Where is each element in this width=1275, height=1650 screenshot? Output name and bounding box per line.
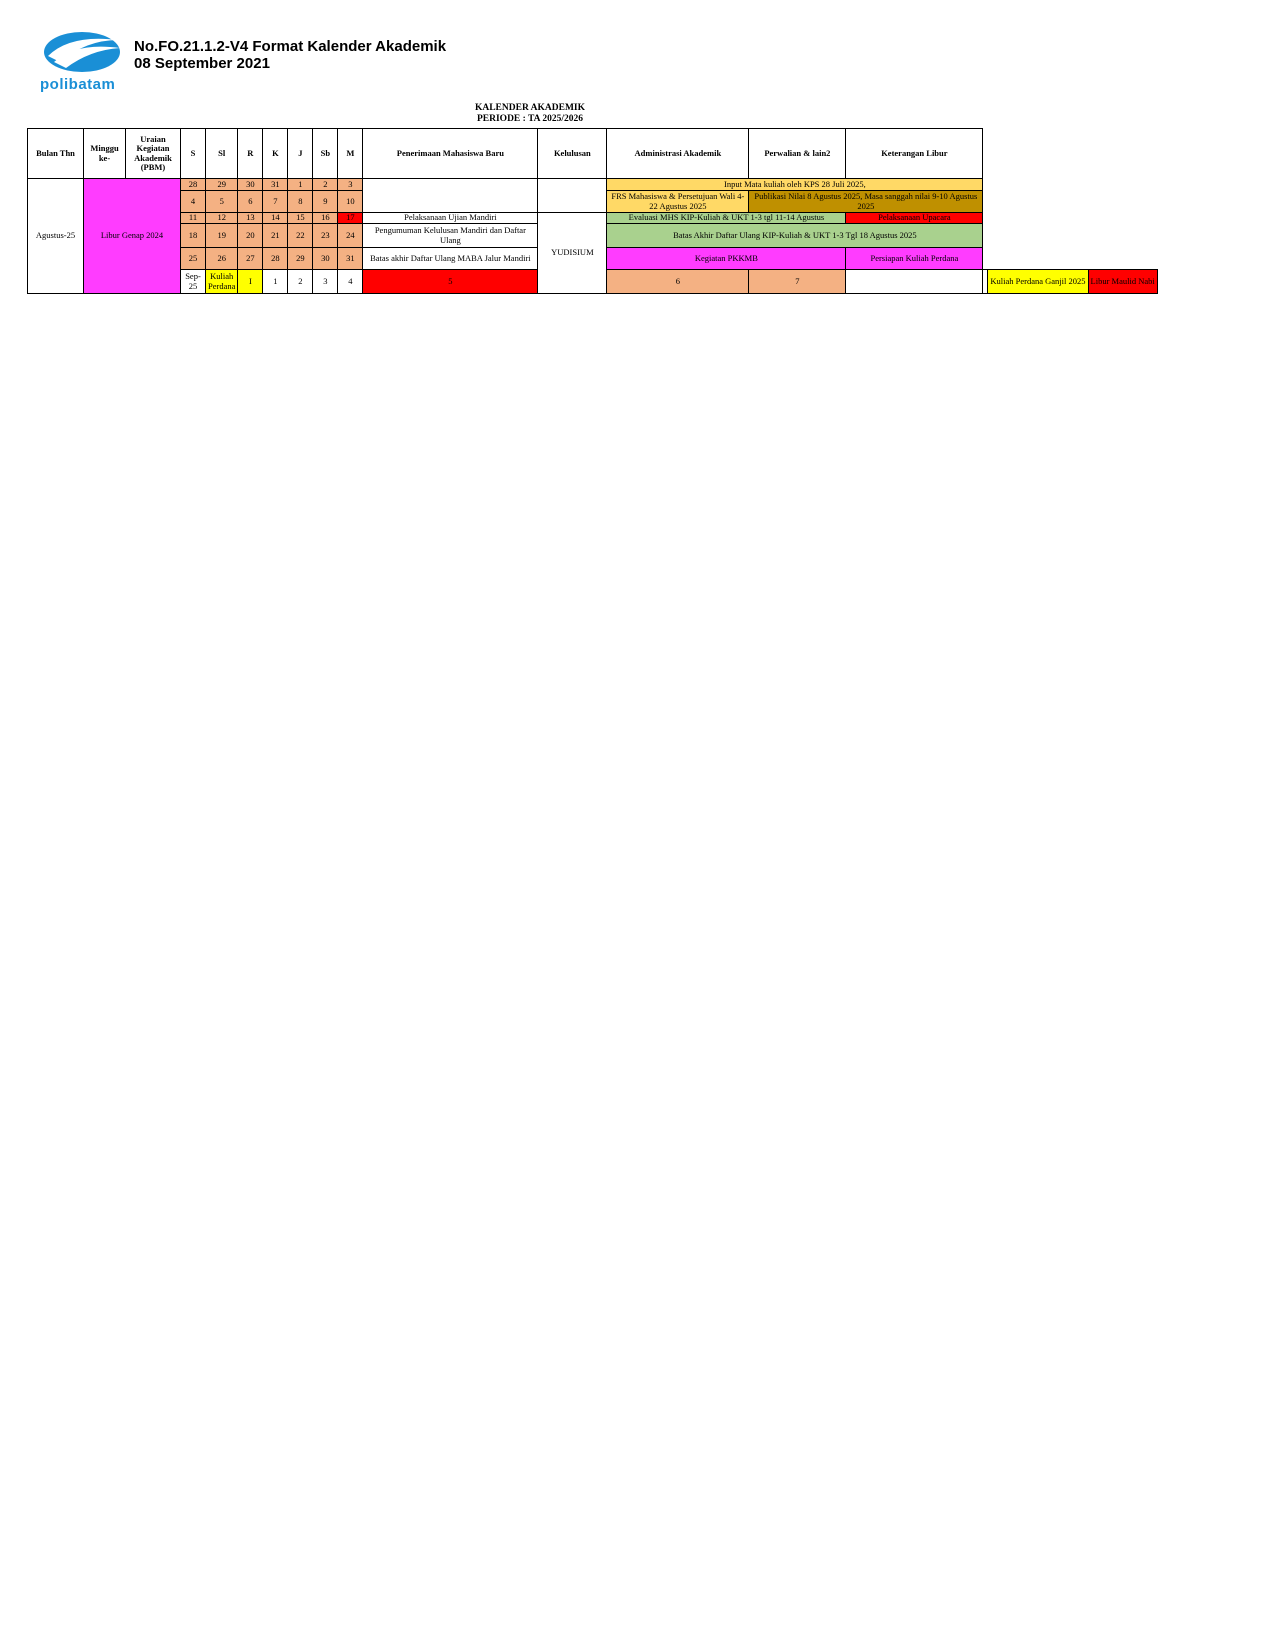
- col-header: S: [181, 129, 206, 179]
- table-cell: Sep-25: [181, 270, 206, 294]
- table-cell: FRS Mahasiswa & Persetujuan Wali 4-22 Agustus 2025: [607, 191, 749, 213]
- table-cell: 6: [607, 270, 749, 294]
- table-cell: 5: [206, 191, 238, 213]
- table-cell: Kegiatan PKKMB: [607, 248, 846, 270]
- form-code: No.FO.21.1.2-V4 Format Kalender Akademik: [134, 38, 447, 55]
- col-header: K: [263, 129, 288, 179]
- calendar-period: PERIODE : TA 2025/2026: [476, 114, 583, 124]
- col-header: Sb: [313, 129, 338, 179]
- table-cell: 24: [338, 224, 363, 248]
- table-cell: 12: [206, 213, 238, 224]
- table-cell: 28: [181, 179, 206, 191]
- document-header: [0, 0, 1275, 124]
- table-cell: 29: [206, 179, 238, 191]
- table-cell: Persiapan Kuliah Perdana: [846, 248, 983, 270]
- col-header: Keterangan Libur: [846, 129, 983, 179]
- table-cell: 27: [238, 248, 263, 270]
- col-header: Bulan Thn: [28, 129, 84, 179]
- table-cell: 31: [338, 248, 363, 270]
- table-cell: [846, 270, 983, 294]
- table-cell: 11: [181, 213, 206, 224]
- table-cell: 29: [288, 248, 313, 270]
- table-cell: Input Mata kuliah oleh KPS 28 Juli 2025,: [607, 179, 983, 191]
- table-cell: 3: [313, 270, 338, 294]
- academic-calendar: [27, 128, 1158, 294]
- table-cell: 7: [749, 270, 846, 294]
- table-cell: Publikasi Nilai 8 Agustus 2025, Masa sanggah nilai 9-10 Agustus 2025: [749, 191, 983, 213]
- logo-text: polibatam: [40, 76, 116, 93]
- table-cell: 21: [263, 224, 288, 248]
- table-cell: 1: [263, 270, 288, 294]
- table-cell: Libur Maulid Nabi: [1088, 270, 1157, 294]
- calendar-body: [28, 179, 1158, 294]
- calendar-title: [420, 103, 640, 125]
- table-cell: Evaluasi MHS KIP-Kuliah & UKT 1-3 tgl 11-14 Agustus: [607, 213, 846, 224]
- table-cell: 30: [238, 179, 263, 191]
- col-header: Administrasi Akademik: [607, 129, 749, 179]
- table-cell: I: [238, 270, 263, 294]
- header-row: [28, 129, 1158, 179]
- table-cell: 31: [263, 179, 288, 191]
- table-cell: 7: [263, 191, 288, 213]
- col-header: R: [238, 129, 263, 179]
- table-cell: 4: [181, 191, 206, 213]
- table-cell: Pengumuman Kelulusan Mandiri dan Daftar Ulang: [363, 224, 538, 248]
- table-cell: 2: [288, 270, 313, 294]
- table-cell: 8: [288, 191, 313, 213]
- calendar-heading: KALENDER AKADEMIK: [474, 103, 586, 113]
- table-cell: 19: [206, 224, 238, 248]
- col-header: Uraian Kegiatan Akademik (PBM): [126, 129, 181, 179]
- table-cell: 22: [288, 224, 313, 248]
- table-cell: Pelaksanaan Ujian Mandiri: [363, 213, 538, 224]
- form-date: 08 September 2021: [134, 55, 270, 72]
- table-row: [28, 179, 1158, 191]
- col-header: M: [338, 129, 363, 179]
- table-cell: Kuliah Perdana: [206, 270, 238, 294]
- table-cell: 1: [288, 179, 313, 191]
- table-cell: Libur Genap 2024: [84, 179, 181, 294]
- table-cell: 15: [288, 213, 313, 224]
- table-cell: Batas akhir Daftar Ulang MABA Jalur Mandiri: [363, 248, 538, 270]
- table-cell: 10: [338, 191, 363, 213]
- table-cell: Batas Akhir Daftar Ulang KIP-Kuliah & UKT 1-3 Tgl 18 Agustus 2025: [607, 224, 983, 248]
- col-header: Minggu ke-: [84, 129, 126, 179]
- table-cell: YUDISIUM: [538, 213, 607, 294]
- table-cell: 30: [313, 248, 338, 270]
- table-cell: 26: [206, 248, 238, 270]
- table-cell: 13: [238, 213, 263, 224]
- table-cell: 28: [263, 248, 288, 270]
- col-header: Perwalian & lain2: [749, 129, 846, 179]
- table-cell: Kuliah Perdana Ganjil 2025: [988, 270, 1088, 294]
- table-cell: 25: [181, 248, 206, 270]
- table-cell: 3: [338, 179, 363, 191]
- calendar-table: [27, 128, 1158, 294]
- table-cell: 18: [181, 224, 206, 248]
- table-cell: 16: [313, 213, 338, 224]
- col-header: J: [288, 129, 313, 179]
- table-cell: [538, 179, 607, 213]
- table-cell: 2: [313, 179, 338, 191]
- table-cell: 23: [313, 224, 338, 248]
- table-row: [28, 213, 1158, 224]
- table-cell: 5: [363, 270, 538, 294]
- col-header: Sl: [206, 129, 238, 179]
- table-cell: 14: [263, 213, 288, 224]
- table-cell: [363, 179, 538, 213]
- table-cell: Agustus-25: [28, 179, 84, 294]
- table-cell: 9: [313, 191, 338, 213]
- form-title: [134, 38, 446, 72]
- table-cell: 20: [238, 224, 263, 248]
- table-cell: Pelaksanaan Upacara: [846, 213, 983, 224]
- table-cell: 17: [338, 213, 363, 224]
- col-header: Penerimaan Mahasiswa Baru: [363, 129, 538, 179]
- table-cell: 4: [338, 270, 363, 294]
- col-header: Kelulusan: [538, 129, 607, 179]
- table-cell: 6: [238, 191, 263, 213]
